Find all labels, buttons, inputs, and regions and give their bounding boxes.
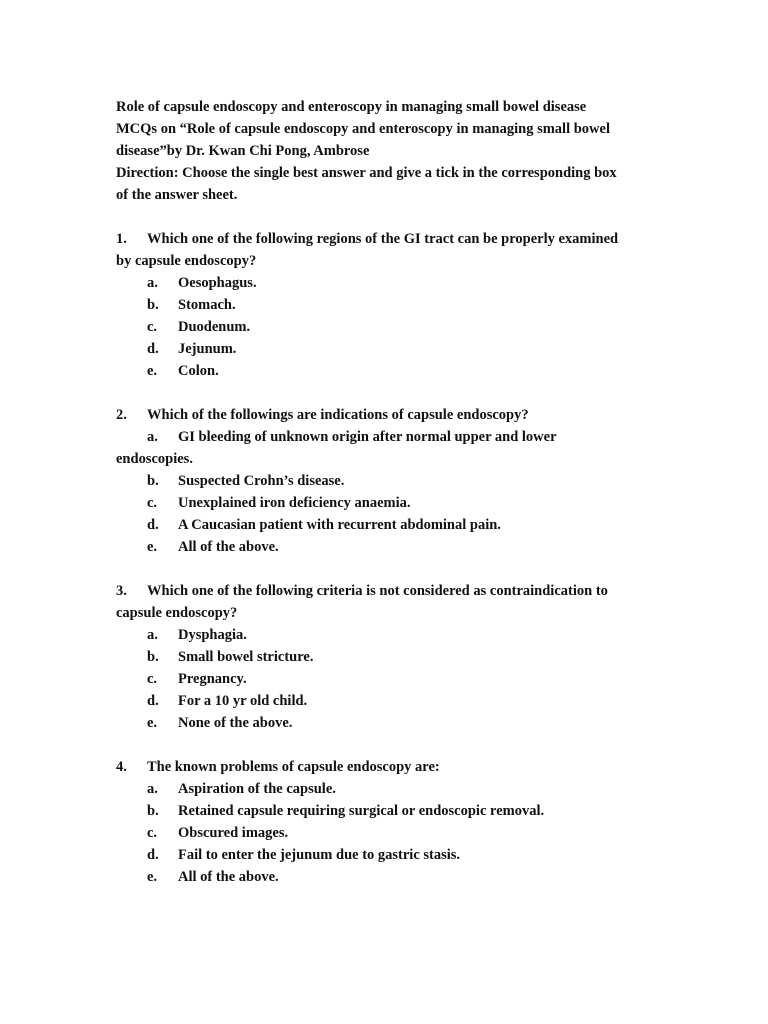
question-2 [116,404,660,558]
option-a [116,272,660,294]
option-d [116,844,660,866]
question-stem [116,756,660,778]
option-text: A Caucasian patient with recurrent abdominal pain. [178,517,501,533]
option-e [116,536,660,558]
option-label: e. [147,363,158,379]
document-subtitle-line-2: disease”by Dr. Kwan Chi Pong, Ambrose [116,143,370,159]
option-e [116,866,660,888]
question-stem [116,228,660,250]
option-text: Jejunum. [178,341,237,357]
option-label: e. [147,715,158,731]
option-label: d. [147,341,159,357]
option-label: d. [147,517,159,533]
option-text: All of the above. [178,869,279,885]
option-d [116,514,660,536]
question-3 [116,580,660,734]
question-number: 2. [116,407,127,423]
option-text: Aspiration of the capsule. [178,781,336,797]
option-text: Small bowel stricture. [178,649,314,665]
option-c [116,316,660,338]
question-number: 3. [116,583,127,599]
option-label: c. [147,495,158,511]
option-d [116,690,660,712]
option-e [116,360,660,382]
option-text: Retained capsule requiring surgical or endoscopic removal. [178,803,545,819]
option-text: GI bleeding of unknown origin after normal upper and lower [178,429,557,445]
question-text: Which of the followings are indications of capsule endoscopy? [147,407,529,423]
spacer [116,734,660,756]
option-label: d. [147,847,159,863]
option-label: e. [147,539,158,555]
option-b [116,800,660,822]
option-text: Fail to enter the jejunum due to gastric stasis. [178,847,461,863]
document-title: Role of capsule endoscopy and enteroscopy in managing small bowel disease [116,99,587,115]
option-text: For a 10 yr old child. [178,693,308,709]
option-a [116,426,660,448]
option-label: b. [147,803,159,819]
option-label: d. [147,693,159,709]
option-text: Suspected Crohn’s disease. [178,473,345,489]
document-page [116,96,660,888]
document-header [116,96,660,206]
option-label: a. [147,627,158,643]
spacer [116,382,660,404]
document-subtitle-line-1: MCQs on “Role of capsule endoscopy and enteroscopy in managing small bowel [116,121,610,137]
option-text: Pregnancy. [178,671,247,687]
option-label: b. [147,297,159,313]
direction-line-1: Direction: Choose the single best answer and give a tick in the corresponding box [116,165,617,181]
option-text: Dysphagia. [178,627,247,643]
spacer [116,558,660,580]
option-label: a. [147,781,158,797]
option-a [116,778,660,800]
question-text: Which one of the following regions of the GI tract can be properly examined [147,231,619,247]
option-c [116,668,660,690]
option-b [116,294,660,316]
option-e [116,712,660,734]
question-text: The known problems of capsule endoscopy are: [147,759,440,775]
option-text: Duodenum. [178,319,251,335]
option-label: a. [147,275,158,291]
option-text: Unexplained iron deficiency anaemia. [178,495,411,511]
option-label: b. [147,473,159,489]
question-number: 1. [116,231,127,247]
question-4 [116,756,660,888]
option-text-continued: endoscopies. [116,451,193,467]
question-stem [116,404,660,426]
option-text: None of the above. [178,715,293,731]
direction-line-2: of the answer sheet. [116,187,238,203]
question-text: Which one of the following criteria is not considered as contraindication to [147,583,608,599]
option-c [116,822,660,844]
question-text-continued: by capsule endoscopy? [116,253,257,269]
option-label: c. [147,319,158,335]
option-label: e. [147,869,158,885]
question-text-continued: capsule endoscopy? [116,605,238,621]
option-text: Stomach. [178,297,236,313]
option-b [116,646,660,668]
option-text: All of the above. [178,539,279,555]
option-label: c. [147,671,158,687]
spacer [116,206,660,228]
question-stem [116,580,660,602]
option-b [116,470,660,492]
option-d [116,338,660,360]
question-number: 4. [116,759,127,775]
option-label: a. [147,429,158,445]
option-text: Oesophagus. [178,275,257,291]
option-a [116,624,660,646]
option-text: Colon. [178,363,219,379]
option-text: Obscured images. [178,825,289,841]
option-c [116,492,660,514]
option-label: c. [147,825,158,841]
option-label: b. [147,649,159,665]
question-1 [116,228,660,382]
